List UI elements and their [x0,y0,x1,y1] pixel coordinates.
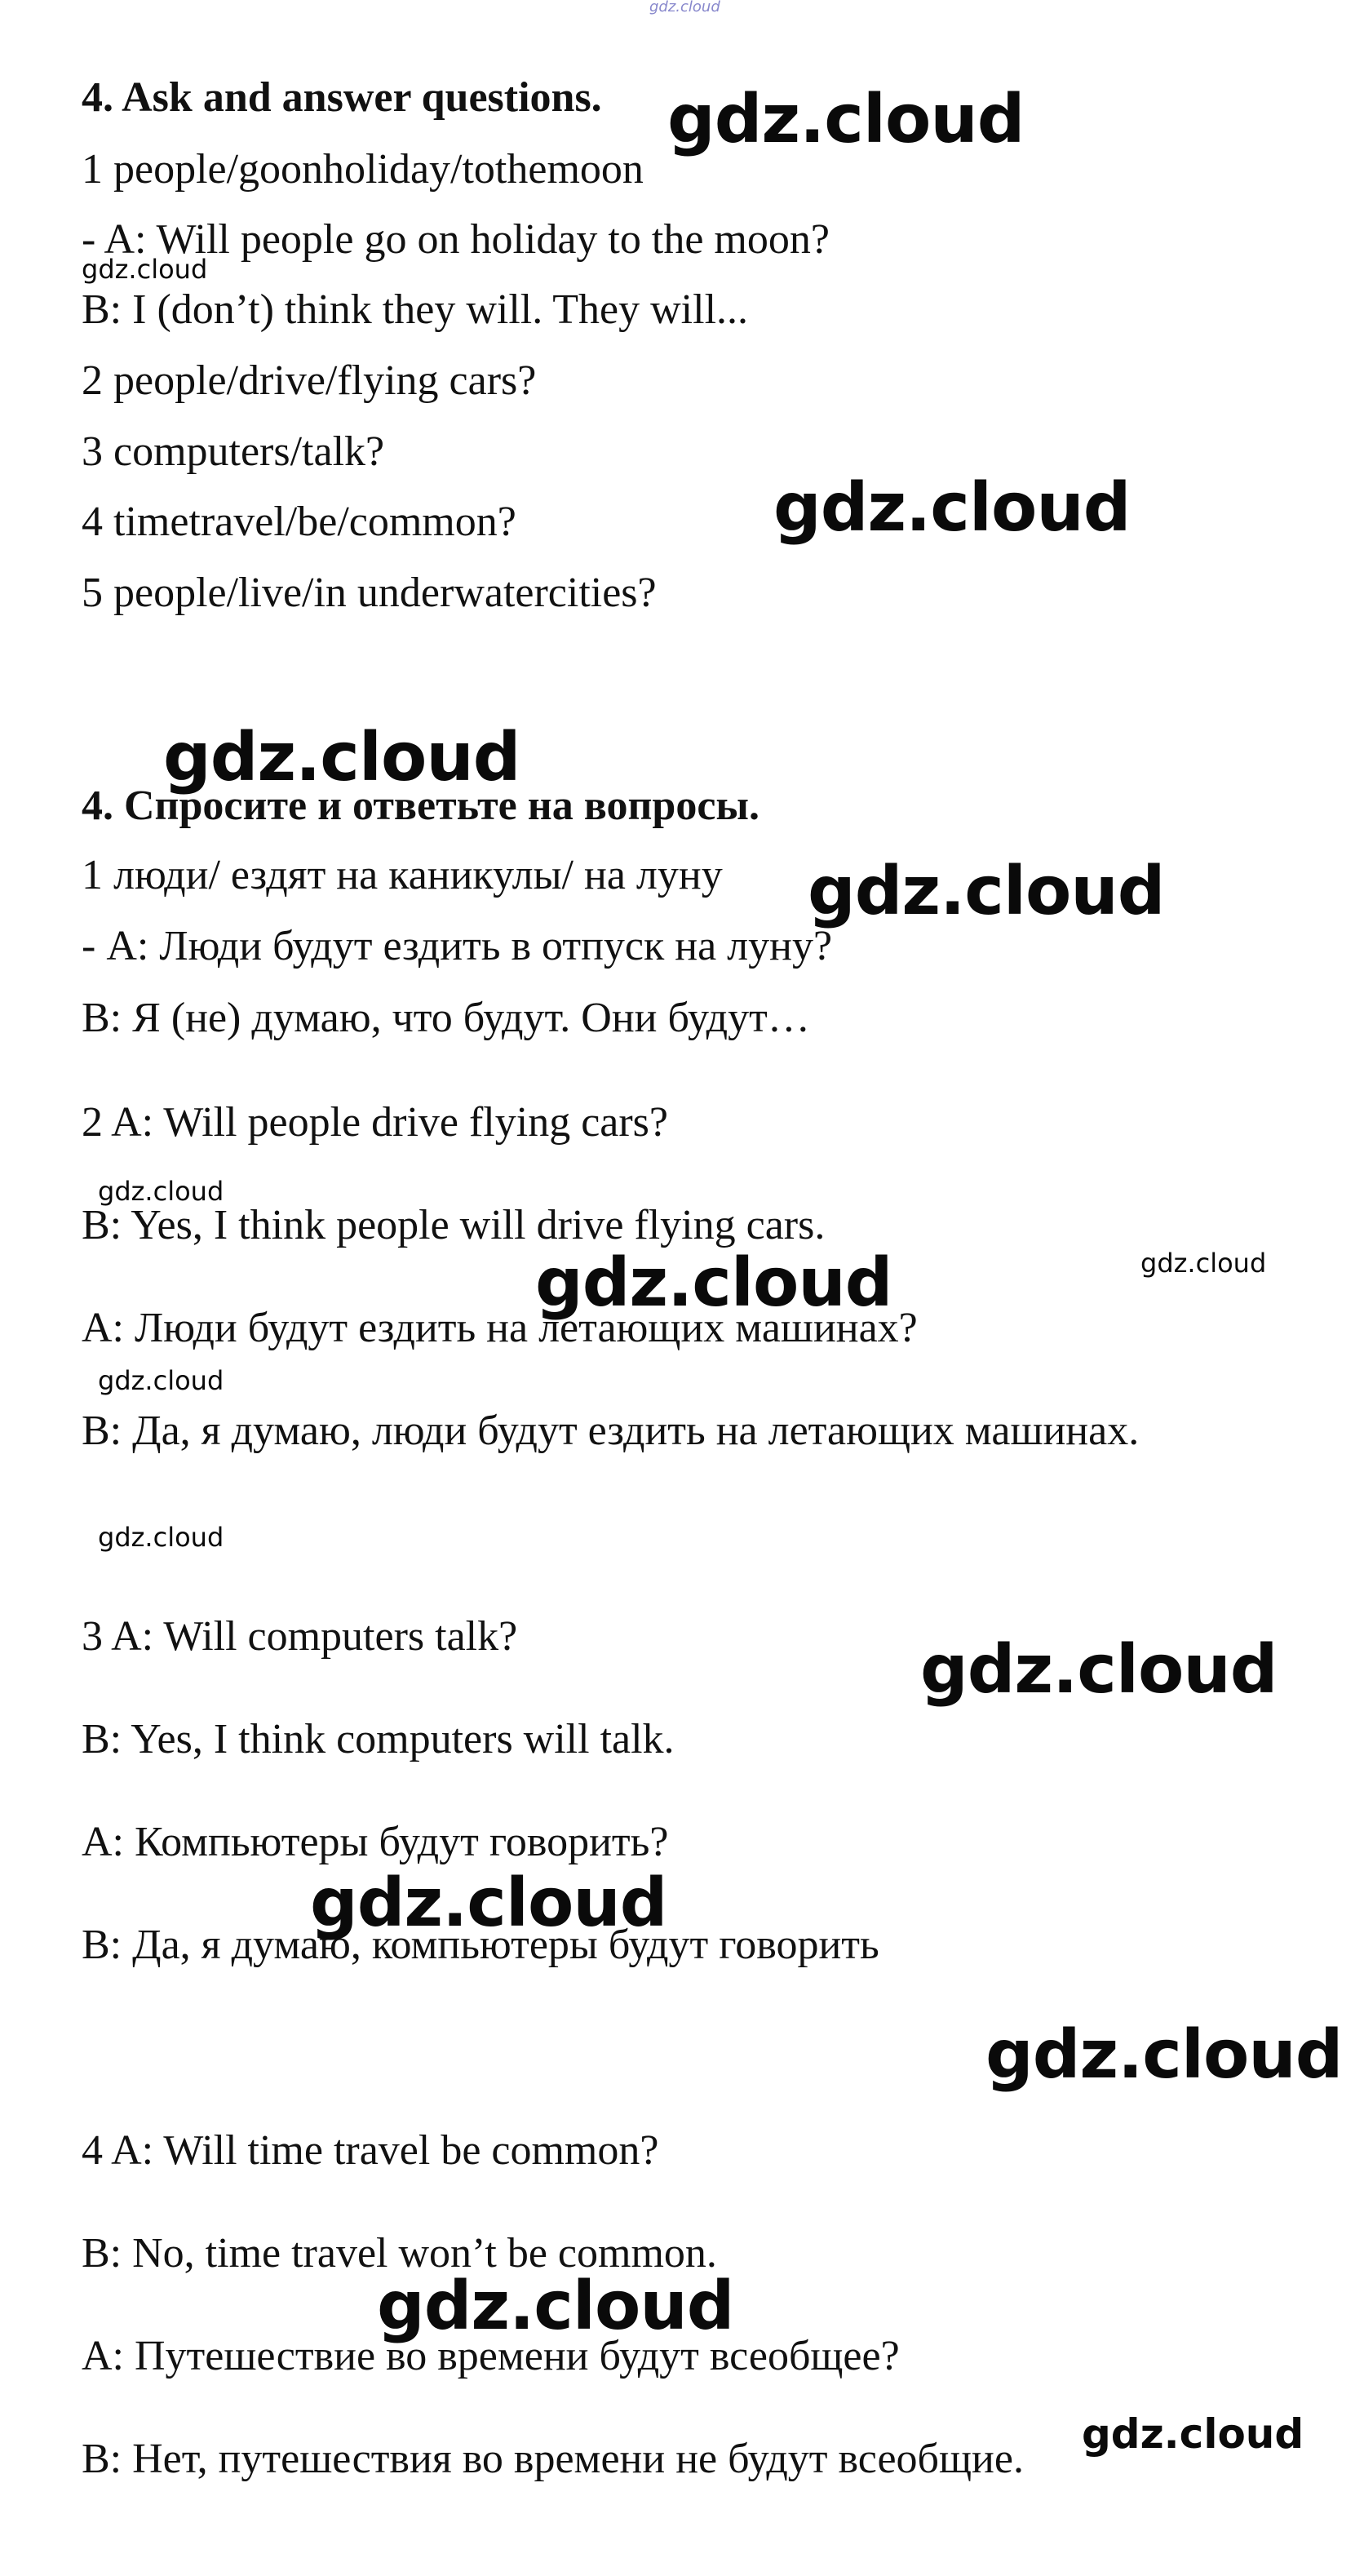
prompt-line-ru: B: Я (не) думаю, что будут. Они будут… [82,995,810,1041]
answer-line: A: Люди будут ездить на летающих машинах? [82,1305,918,1351]
answer-line: 3 A: Will computers talk? [82,1613,518,1660]
watermark-logo: gdz.cloud [98,1365,224,1396]
watermark-logo: gdz.cloud [773,469,1131,547]
prompt-line-ru: 1 люди/ ездят на каникулы/ на луну [82,852,723,898]
watermark-logo: gdz.cloud [98,1176,224,1207]
prompt-line: B: I (don’t) think they will. They will... [82,286,749,333]
watermark-logo: gdz.cloud [808,853,1165,930]
watermark-logo: gdz.cloud [377,2268,734,2345]
answer-line: A: Компьютеры будут говорить? [82,1819,669,1865]
answer-line: B: Да, я думаю, люди будут ездить на летающих машинах. [82,1408,1140,1454]
answer-line: B: Да, я думаю, компьютеры будут говорить [82,1922,879,1968]
prompt-line: 1 people/goonholiday/tothemoon [82,146,644,193]
watermark-logo: gdz.cloud [1082,2410,1304,2458]
watermark-logo: gdz.cloud [667,81,1025,158]
exercise-title-en: 4. Ask and answer questions. [82,74,602,121]
prompt-line: 4 timetravel/be/common? [82,499,516,545]
watermark-logo: gdz.cloud [535,1244,892,1322]
prompt-line-ru: - А: Люди будут ездить в отпуск на луну? [82,923,833,969]
prompt-line: - A: Will people go on holiday to the moon? [82,216,830,263]
answer-line: B: Yes, I think people will drive flying cars. [82,1202,826,1248]
watermark-logo: gdz.cloud [985,2016,1343,2094]
prompt-line: 5 people/live/in underwatercities? [82,570,657,616]
watermark-logo: gdz.cloud [163,719,520,796]
answer-line: B: Yes, I think computers will talk. [82,1716,675,1762]
answer-line: A: Путешествие во времени будут всеобщее? [82,2333,900,2379]
watermark-logo: gdz.cloud [98,1522,224,1553]
prompt-line: 3 computers/talk? [82,428,385,475]
watermark-logo: gdz.cloud [1140,1248,1267,1279]
prompt-line: 2 people/drive/flying cars? [82,357,537,404]
watermark-logo: gdz.cloud [310,1864,667,1942]
watermark-logo: gdz.cloud [82,254,208,285]
answer-line: 4 A: Will time travel be common? [82,2127,659,2174]
answer-line: 2 A: Will people drive flying cars? [82,1099,668,1146]
watermark-logo: gdz.cloud [649,0,720,16]
answer-line: B: No, time travel won’t be common. [82,2230,717,2277]
exercise-title-ru: 4. Спросите и ответьте на вопросы. [82,783,760,829]
answer-line: B: Нет, путешествия во времени не будут всеобщие. [82,2436,1024,2482]
watermark-logo: gdz.cloud [920,1631,1278,1709]
